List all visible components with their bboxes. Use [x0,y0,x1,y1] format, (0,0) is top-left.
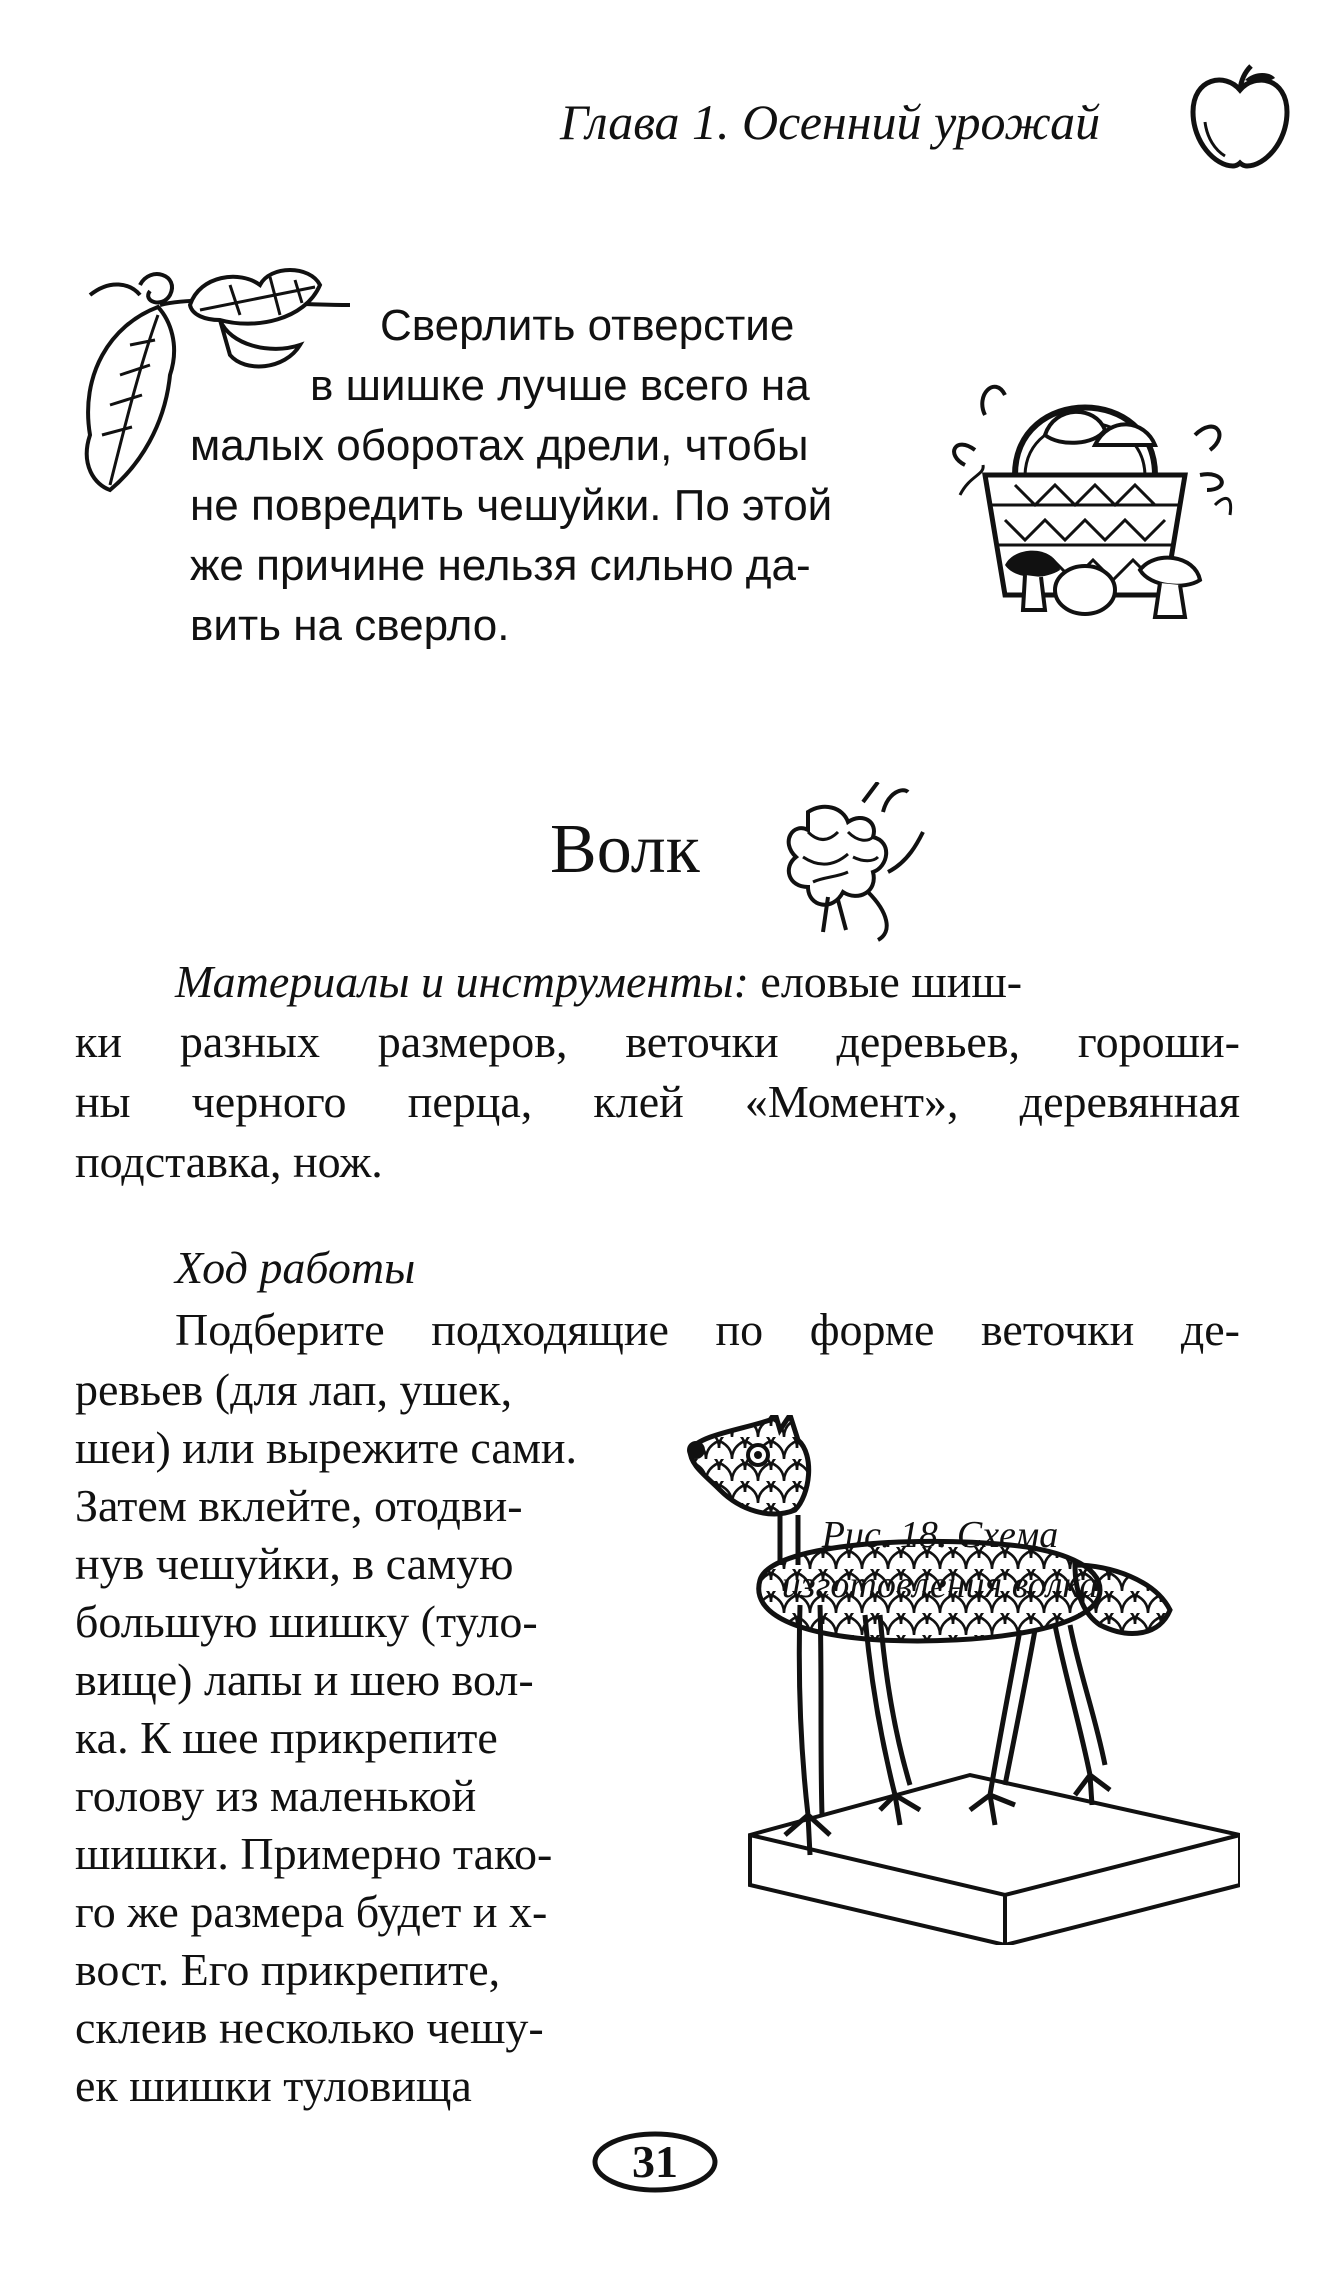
apple-icon [1185,62,1295,174]
materials-line: ки разных размеров, веточки деревьев, гороши- [75,1016,1240,1067]
tip-line: не повредить чешуйки. По этой [190,481,833,530]
materials-line: еловые шиш- [748,956,1023,1007]
work-first-line: Подберите подходящие по форме веточки де- [175,1304,1240,1355]
tip-line: Сверлить отверстие [380,301,795,350]
materials-line: подставка, нож. [75,1136,383,1187]
tip-line: в шишке лучше всего на [310,361,810,410]
work-line: ка. К шее прикрепите [75,1712,498,1763]
work-line: склеив несколько чешу- [75,2002,544,2053]
materials-paragraph [75,952,1240,1192]
tip-line: малых оборотах дрели, чтобы [190,421,809,470]
work-line: ек шишки туловища [75,2060,472,2111]
work-line: ревьев (для лап, ушек, [75,1364,513,1415]
materials-label: Материалы и инструменты: [175,956,749,1007]
work-body [75,1361,650,2115]
work-line: шишки. Примерно тако- [75,1828,553,1879]
work-line: вост. Его прикрепите, [75,1944,501,1995]
caption-line: Рис. 18. Схема [821,1514,1059,1556]
work-heading: Ход работы [175,1242,416,1293]
work-line: большую шишку (туло- [75,1596,538,1647]
page-number-text: 31 [632,2136,678,2187]
tip-line: же причине нельзя сильно да- [190,541,811,590]
wolf-figure [680,1415,1240,1945]
tip-line: вить на сверло. [190,601,510,650]
work-line: нув чешуйки, в самую [75,1538,514,1589]
work-line: Затем вклейте, отодви- [75,1480,523,1531]
work-line: шеи) или вырежите сами. [75,1422,578,1473]
pinecone-icon [768,782,928,942]
section-title: Волк [550,811,700,888]
work-line: го же размера будет и х- [75,1886,548,1937]
mushroom-basket-illustration [945,355,1235,625]
work-line: голову из маленькой [75,1770,477,1821]
tip-text [190,296,890,656]
figure-caption [720,1510,1160,1610]
caption-line: изготовления волка [781,1564,1099,1606]
chapter-header: Глава 1. Осенний урожай [560,94,1101,150]
work-line: вище) лапы и шею вол- [75,1654,534,1705]
materials-line: ны черного перца, клей «Момент», деревянная [75,1076,1240,1127]
page-number [590,2128,720,2196]
